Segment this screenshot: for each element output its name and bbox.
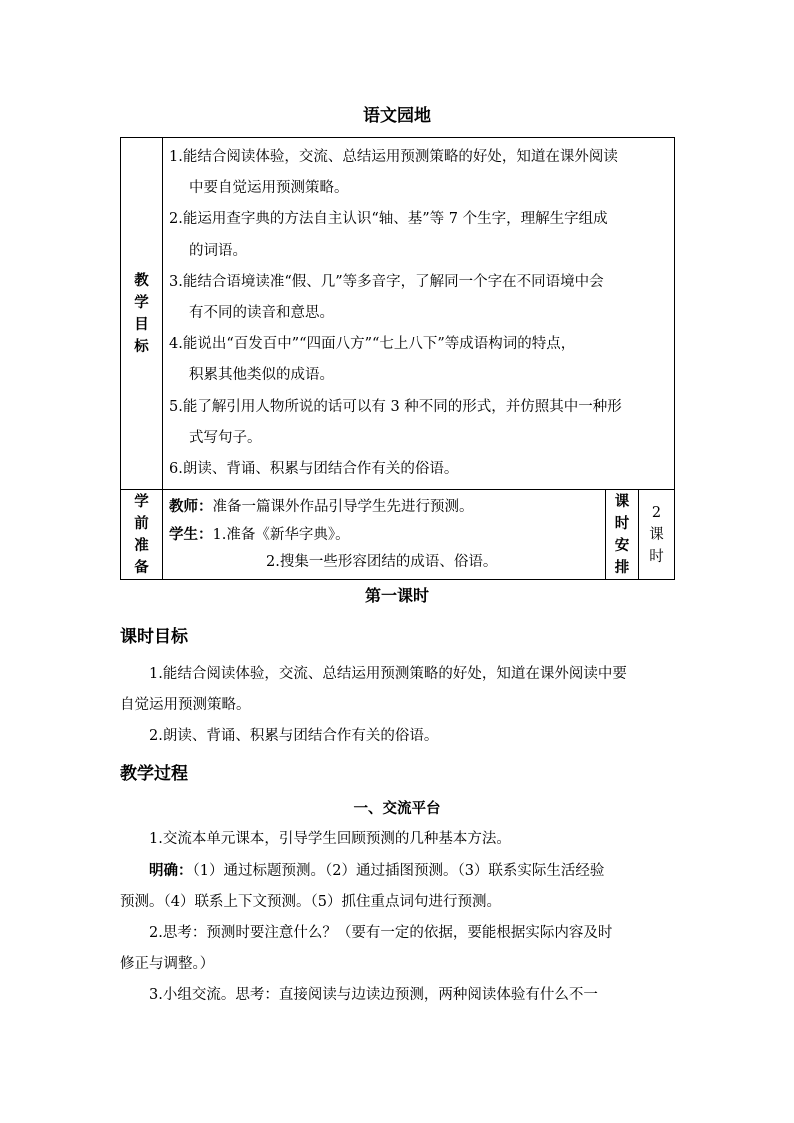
student-label: 学生： (169, 526, 213, 544)
objective-item: 1.能结合阅读体验，交流、总结运用预测策略的好处，知道在课外阅读中要 自觉运用预测策略。 (120, 666, 627, 713)
objective-item: 2.朗读、背诵、积累与团结合作有关的俗语。 (149, 728, 439, 744)
step-item: 1.交流本单元课本，引导学生回顾预测的几种基本方法。 (149, 831, 511, 847)
goal-item: 4.能说出“百发百中”“四面八方”“七上八下”等成语构词的特点， 积累其他类似的成语。 (169, 336, 576, 384)
goal-item: 5.能了解引用人物所说的话可以有 3 种不同的形式，并仿照其中一种形 式写句子。 (169, 398, 622, 446)
goal-item: 2.能运用查字典的方法自主认识“轴、基”等 7 个生字，理解生字组成 的词语。 (169, 211, 608, 259)
student-item: 1.准备《新华字典》。 (212, 527, 350, 544)
clarify-label: 明确： (149, 862, 193, 879)
page-title: 语文园地 (363, 106, 431, 126)
goals-label: 教 学 目 标 (121, 138, 163, 490)
process-heading: 教学过程 (120, 764, 188, 784)
goal-item: 1.能结合阅读体验，交流、总结运用预测策略的好处，知道在课外阅读 中要自觉运用预测策略。 (169, 149, 618, 197)
lesson-plan-table (120, 137, 675, 580)
hours-cell: 2 课 时 (639, 490, 675, 580)
prep-label: 学 前 准 备 (121, 490, 163, 580)
goals-cell (163, 138, 675, 490)
teacher-label: 教师： (169, 498, 213, 516)
prep-cell (163, 490, 606, 580)
section-title: 一、交流平台 (353, 800, 441, 817)
step-item: 3.小组交流。思考：直接阅读与边读边预测，两种阅读体验有什么不一 (149, 987, 598, 1003)
goal-item: 6.朗读、背诵、积累与团结合作有关的俗语。 (169, 461, 459, 478)
student-item: 2.搜集一些形容团结的成语、俗语。 (266, 554, 498, 571)
schedule-label: 课 时 安 排 (606, 490, 639, 580)
teacher-text: 准备一篇课外作品引导学生先进行预测。 (212, 499, 474, 516)
objectives-heading: 课时目标 (120, 627, 188, 647)
goal-item: 3.能结合语境读准“假、几”等多音字，了解同一个字在不同语境中会 有不同的读音和意思。 (169, 273, 604, 322)
lesson-title: 第一课时 (364, 586, 429, 605)
clarify-paragraph: 明确：（1）通过标题预测。（2）通过插图预测。（3）联系实际生活经验 预测。（4）联系上下文预测。（5）抓住重点词句进行预测。 (120, 862, 605, 910)
step-item: 2.思考：预测时要注意什么？（要有一定的依据，要能根据实际内容及时 修正与调整。） (120, 925, 613, 972)
